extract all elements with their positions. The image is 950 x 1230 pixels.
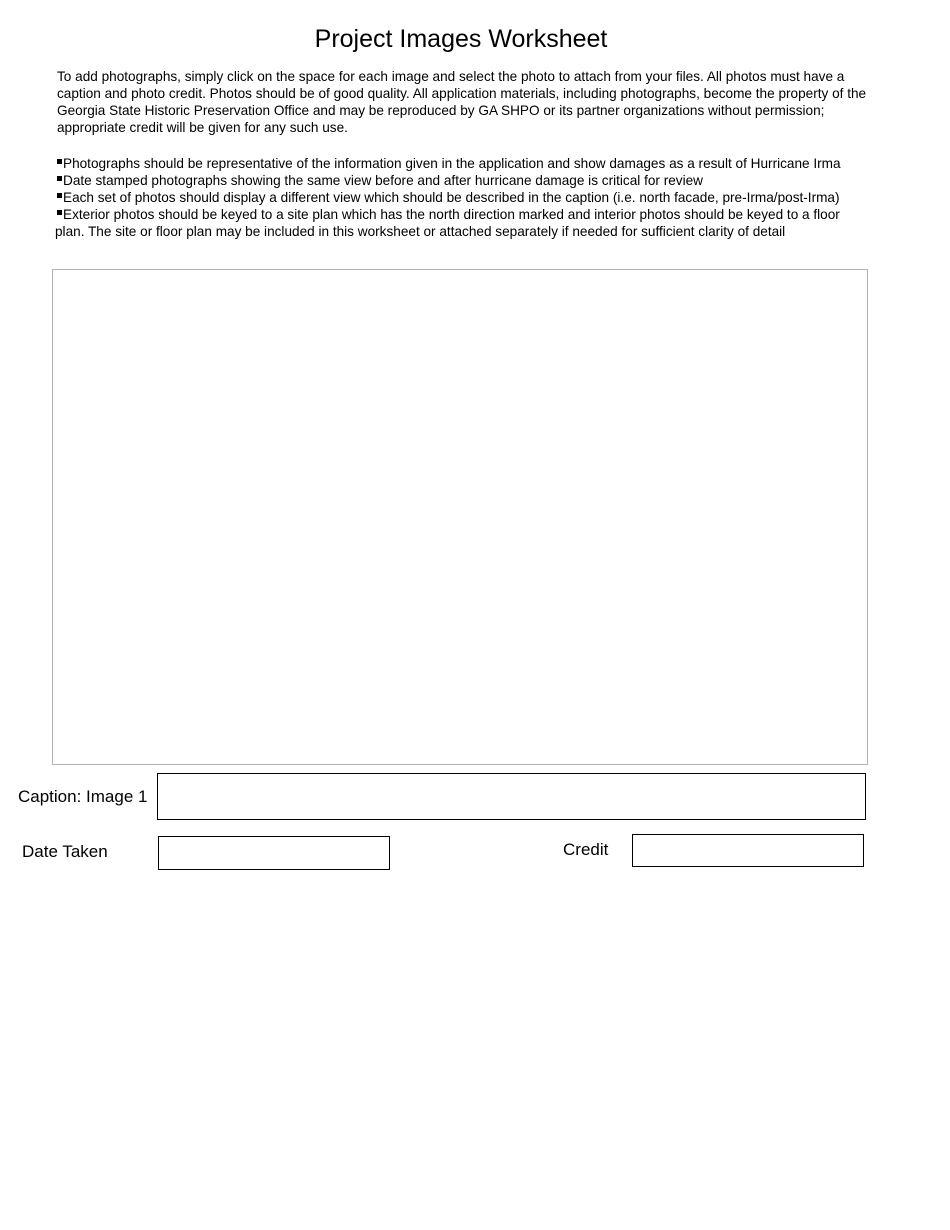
guideline-text: Each set of photos should display a different view which should be described in the caption (i.e. north facade, pre-Irma/post-Irma) [63,190,840,205]
square-bullet-icon [57,159,62,164]
credit-input[interactable] [632,834,864,867]
image-1-upload-area[interactable] [52,269,868,765]
square-bullet-icon [57,210,62,215]
square-bullet-icon [57,193,62,198]
caption-label: Caption: Image 1 [18,787,148,806]
page-title: Project Images Worksheet [314,25,608,53]
date-taken-input[interactable] [158,836,390,870]
guideline-text: Exterior photos should be keyed to a site plan which has the north direction marked and interior photos should be keyed to a floor plan. The site or floor plan may be included in this worksheet or attached separately if needed for sufficient clarity of detail [55,207,840,239]
guideline-text: Date stamped photographs showing the same view before and after hurricane damage is critical for review [63,173,703,188]
date-taken-label: Date Taken [22,842,108,861]
guideline-item [55,189,870,206]
guideline-list [55,155,870,240]
guideline-item [55,206,870,240]
caption-input[interactable] [157,773,866,820]
intro-paragraph: To add photographs, simply click on the space for each image and select the photo to attach from your files. All photos must have a caption and photo credit. Photos should be of good quality. All application materials, including photographs, become the property of the Georgia State Historic Preservation Office and may be reproduced by GA SHPO or its partner organizations without permission; appropriate credit will be given for any such use. [57,69,867,135]
credit-label: Credit [563,840,609,859]
square-bullet-icon [57,176,62,181]
guideline-item [55,172,870,189]
guideline-text: Photographs should be representative of the information given in the application and show damages as a result of Hurricane Irma [63,156,841,171]
guideline-item [55,155,870,172]
